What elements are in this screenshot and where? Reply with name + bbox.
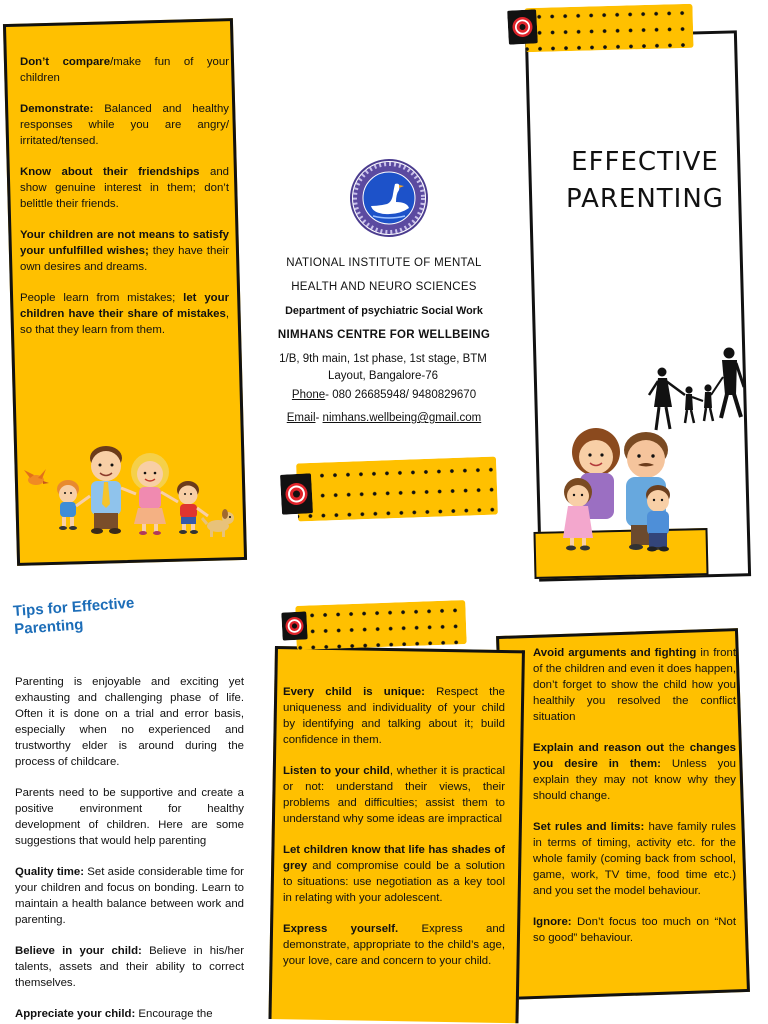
tip-explain-reason <box>533 740 736 804</box>
tip-title: Believe in your child: <box>15 945 142 957</box>
tip-body: Unless you explain they may not know why they should change. <box>533 758 737 802</box>
tip-body: Encourage the <box>135 1008 213 1020</box>
tip-title: Demonstrate: <box>20 103 94 115</box>
tip-ignore <box>533 914 736 946</box>
dotted-decor-strip <box>295 600 466 650</box>
tip-shades-of-grey <box>283 842 505 906</box>
institute-name-line1: NATIONAL INSTITUTE OF MENTAL <box>286 257 482 269</box>
tips-heading <box>12 595 136 639</box>
tip-title: Listen to your child <box>283 765 390 777</box>
target-icon <box>281 611 307 640</box>
tip-title: Every child is unique: <box>283 686 425 698</box>
tip-body: Set aside considerable time for your children and focus on bonding. Learn to maintain a health balance between work and parenting. <box>15 866 244 926</box>
tip-body: the <box>663 742 690 754</box>
tip-title: let your children have their share of mistakes <box>20 292 229 320</box>
tip-body: have family rules in terms of timing, activity etc. for the whole family (coming back from school, game, work, TV time, food time etc.) and you set the model behaviour. <box>533 821 736 897</box>
child-silhouette <box>685 386 703 423</box>
panel-bottom-right-text <box>533 645 736 961</box>
tip-body: Respect the uniqueness and individuality of your child by identifying and talking about it; build confidence in them. <box>283 686 505 746</box>
tip-body: Balanced and healthy responses while you are angry/ irritated/tensed. <box>20 103 229 147</box>
address: 1/B, 9th main, 1st phase, 1st stage, BTM Layout, Bangalore-76 <box>279 353 487 382</box>
father-silhouette <box>721 348 744 419</box>
tip-body: they have their own desires and dreams. <box>20 245 229 273</box>
tip-title: Quality time: <box>15 866 85 878</box>
small-child-figure <box>57 480 90 530</box>
tip-believe-in-child <box>15 943 244 991</box>
phone-label: Phone <box>291 389 326 401</box>
institute-name-line2: HEALTH AND NEURO SCIENCES <box>291 281 477 293</box>
tip-title: Explain and reason out <box>533 742 664 754</box>
tip-body: /make fun of your children <box>20 56 229 84</box>
tip-friendships <box>20 164 229 212</box>
email-address: nimhans.wellbeing@gmail.com <box>322 412 482 424</box>
tip-body: People learn from mistakes; <box>20 292 184 304</box>
tip-quality-time <box>15 864 244 928</box>
tip-body: , so that they learn from them. <box>20 308 229 336</box>
tips-text <box>15 674 244 1024</box>
girl-figure <box>563 478 593 551</box>
mother-figure <box>131 453 178 535</box>
child-figure <box>177 481 208 534</box>
department-name: Department of psychiatric Social Work <box>285 305 483 317</box>
tip-rules-limits <box>533 819 736 899</box>
tip-title: Set rules and limits: <box>533 821 645 833</box>
tips-heading-line-1: Tips for Effective <box>12 594 135 621</box>
target-icon <box>280 473 313 515</box>
tip-body: , whether it is practical or not: understand their views, their problems and difficulties; assist them to understand why some ideas are impractical <box>283 765 505 825</box>
tip-body: Believe in his/her talents, assets and their ability to correct themselves. <box>15 945 244 989</box>
cartoon-family-portrait-illustration <box>560 420 685 555</box>
panel-top-left-text <box>20 54 229 353</box>
tip-mistakes <box>20 290 229 338</box>
father-figure <box>90 446 136 534</box>
cartoon-family-walking-illustration <box>22 428 237 543</box>
tip-body: Don’t focus too much on “Not so good” behaviour. <box>533 916 736 944</box>
tip-every-child-unique <box>283 684 505 748</box>
tip-title: Ignore: <box>533 916 572 928</box>
dotted-decor-strip <box>524 4 693 52</box>
phone-line <box>250 389 518 401</box>
centre-name: NIMHANS CENTRE FOR WELLBEING <box>277 329 491 341</box>
tip-appreciate-child <box>15 1006 244 1022</box>
email-line <box>250 412 518 424</box>
tip-title: Let children know that life has shades of grey <box>283 844 505 872</box>
bird-figure <box>24 469 49 485</box>
nimhans-logo <box>349 158 429 238</box>
tip-title: Know about their friendships <box>20 166 200 178</box>
tip-title: Appreciate your child: <box>15 1008 136 1020</box>
tip-listen <box>283 763 505 827</box>
boy-figure <box>646 485 670 552</box>
brochure-title <box>545 144 745 218</box>
tip-title: Avoid arguments and fighting <box>533 647 697 659</box>
tip-title: changes you desire in them: <box>533 742 736 770</box>
tip-body: and compromise could be a solution to situations: use negotiation as a key tool in relating with your adolescent. <box>283 860 505 904</box>
tip-dont-compare <box>20 54 229 86</box>
tip-title: Express yourself. <box>283 923 399 935</box>
tips-intro-paragraph: Parents need to be supportive and create a positive environment for healthy development of children. Here are some suggestions that would help parenting <box>15 787 244 847</box>
tip-body: Express and demonstrate, appropriate to the child’s age, your love, care and concern to your child. <box>283 923 505 967</box>
email-label: Email <box>286 412 316 424</box>
tip-demonstrate <box>20 101 229 149</box>
tips-intro-paragraph: Parenting is enjoyable and exciting yet exhausting and challenging phase of life. Often it is done on a trial and error basis, especially when no experienced and trustworthy elder is around during the process of childcare. <box>15 676 244 768</box>
tip-body: in front of the children and even it does happen, don’t forget to show the child how you healthily you resolved the conflict situation <box>533 647 736 723</box>
tips-heading-line-2: Parenting <box>13 616 84 639</box>
tip-unfulfilled-wishes <box>20 227 229 275</box>
dotted-decor-strip <box>296 457 498 522</box>
panel-bottom-middle-text <box>283 684 505 1024</box>
tip-express-yourself <box>283 921 505 969</box>
title-line-1: EFFECTIVE <box>571 147 719 177</box>
dog-figure <box>202 509 234 537</box>
target-icon <box>507 9 538 44</box>
tip-avoid-arguments <box>533 645 736 725</box>
phone-numbers: - 080 26685948/ 9480829670 <box>325 389 477 401</box>
tip-body: and show genuine interest in them; don’t belittle their friends. <box>20 166 229 210</box>
tip-title: Don’t compare <box>20 56 111 68</box>
tip-title: Your children are not means to satisfy your unfulfilled wishes; <box>20 229 229 257</box>
email-separator: - <box>315 412 323 424</box>
title-line-2: PARENTING <box>566 184 724 214</box>
